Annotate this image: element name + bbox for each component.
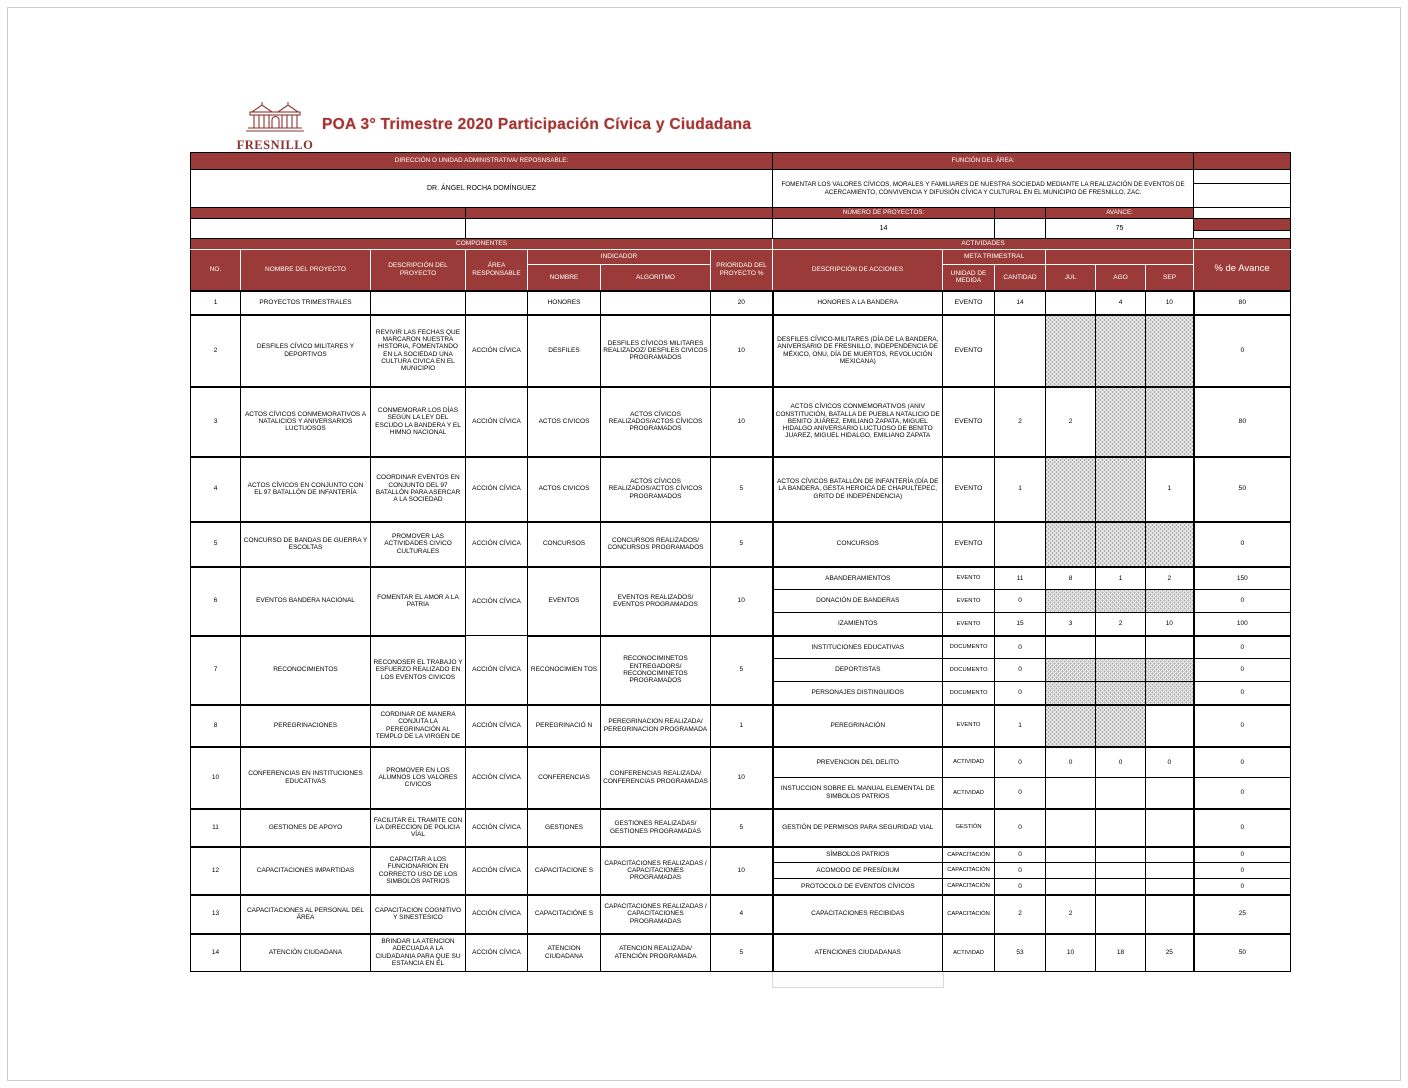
direccion-label: DIRECCIÓN O UNIDAD ADMINISTRATIVA/ REPOSNSABLE: (191, 153, 773, 170)
cell-avance: 0 (1194, 809, 1291, 847)
cell-avance: 0 (1194, 778, 1291, 809)
cell-priority: 5 (711, 809, 773, 847)
cell-project-name: PEREGRINACIONES (241, 705, 371, 747)
value-spacer-3 (995, 219, 1046, 239)
cell-month-ago (1096, 847, 1146, 863)
col-unidad-medida: UNIDAD DE MEDIDA (943, 265, 995, 291)
cell-algorithm: EVENTOS REALIZADOS/ EVENTOS PROGRAMADOS (601, 567, 711, 636)
cell-project-name: EVENTOS BANDERA NACIONAL (241, 567, 371, 636)
cell-month-jul: 3 (1046, 613, 1096, 636)
cell-unit: ACTIVIDAD (943, 778, 995, 809)
cell-unit: CAPACITACIÓN (943, 895, 995, 934)
cell-month-sep (1146, 863, 1194, 879)
cell-project-desc: CAPACITACION COGNITIVO Y SINESTESICO (371, 895, 466, 934)
cell-unit: EVENTO (943, 705, 995, 747)
table-row (191, 636, 1291, 659)
cell-cantidad: 14 (995, 291, 1046, 315)
cell-unit: DOCUMENTO (943, 682, 995, 705)
cell-action-desc: CONCURSOS (773, 522, 943, 567)
actividades-band: ACTIVIDADES (773, 239, 1194, 250)
cell-month-sep (1146, 895, 1194, 934)
cell-avance: 0 (1194, 705, 1291, 747)
cell-project-name: CONFERENCIAS EN INSTITUCIONES EDUCATIVAS (241, 747, 371, 809)
num-proyectos-value: 14 (773, 219, 995, 239)
cell-month-ago (1096, 387, 1146, 457)
cell-month-jul (1046, 879, 1096, 895)
col-indicador: INDICADOR (528, 250, 711, 265)
cell-no: 12 (191, 847, 241, 895)
cell-unit: GESTIÓN (943, 809, 995, 847)
cell-action-desc: DONACIÓN DE BANDERAS (773, 590, 943, 613)
cell-avance: 0 (1194, 590, 1291, 613)
cell-month-ago (1096, 809, 1146, 847)
cell-priority: 5 (711, 522, 773, 567)
cell-project-name: ACTOS CÍVICOS EN CONJUNTO CON EL 97 BATALLÓN DE INFANTERÍA (241, 457, 371, 522)
cell-unit: CAPACITACIÓN (943, 879, 995, 895)
cell-no: 8 (191, 705, 241, 747)
cell-avance: 50 (1194, 457, 1291, 522)
componentes-band: COMPONENTES (191, 239, 773, 250)
cell-algorithm: PEREGRINACION REALIZADA/ PEREGRINACION PROGRAMADA (601, 705, 711, 747)
cell-unit: EVENTO (943, 315, 995, 387)
cell-area: ACCIÓN CÍVICA (466, 809, 528, 847)
edge-cell-top (1194, 153, 1291, 170)
cell-indicator-name: HONORES (528, 291, 601, 315)
cell-action-desc: ABANDERAMIENTOS (773, 567, 943, 590)
cell-no: 14 (191, 934, 241, 972)
cell-month-jul (1046, 522, 1096, 567)
cell-no: 3 (191, 387, 241, 457)
cell-cantidad (995, 522, 1046, 567)
cell-algorithm: CONFERENCIAS REALIZADA/ CONFERENCIAS PROGRAMADAS (601, 747, 711, 809)
cell-unit: EVENTO (943, 590, 995, 613)
cell-month-jul: 8 (1046, 567, 1096, 590)
cell-cantidad: 0 (995, 659, 1046, 682)
cell-month-jul (1046, 457, 1096, 522)
num-proyectos-label: NÚMERO DE PROYECTOS: (773, 208, 995, 219)
table-body (191, 291, 1291, 972)
cell-month-jul: 10 (1046, 934, 1096, 972)
cell-avance: 0 (1194, 847, 1291, 863)
col-meta-trimestral: META TRIMESTRAL (943, 250, 1046, 265)
table-row (191, 387, 1291, 457)
cell-no: 7 (191, 636, 241, 705)
cell-no: 1 (191, 291, 241, 315)
cell-month-sep (1146, 636, 1194, 659)
cell-indicator-name: GESTIONES (528, 809, 601, 847)
col-months-spacer (1046, 250, 1194, 265)
cell-priority: 5 (711, 934, 773, 972)
cell-month-sep (1146, 522, 1194, 567)
cell-algorithm: RECONOCIMINETOS ENTREGADORS/ RECONOCIMINETOS PROGRAMADOS (601, 636, 711, 705)
cell-priority: 10 (711, 747, 773, 809)
band-spacer-1 (191, 208, 466, 219)
cell-indicator-name: ACTOS CIVICOS (528, 457, 601, 522)
cell-no: 13 (191, 895, 241, 934)
cell-no: 10 (191, 747, 241, 809)
cell-algorithm: ATENCION REALIZADA/ ATENCIÓN PROGRAMADA (601, 934, 711, 972)
table-row (191, 567, 1291, 590)
cell-project-desc: FOMENTAR EL AMOR A LA PATRIA (371, 567, 466, 636)
cell-area: ACCIÓN CÍVICA (466, 522, 528, 567)
edge-cell-white (1194, 208, 1291, 219)
edge-cell-split (1194, 170, 1291, 208)
cell-action-desc: INSTITUCIONES EDUCATIVAS (773, 636, 943, 659)
cell-priority: 10 (711, 847, 773, 895)
cell-action-desc: ACOMODO DE PRESÍDIUM (773, 863, 943, 879)
direccion-value: DR. ÁNGEL ROCHA DOMÍNGUEZ (191, 170, 773, 208)
cell-project-desc: BRINDAR LA ATENCION ADECUADA A LA CIUDADANIA PARA QUE SU ESTANCIA EN EL (371, 934, 466, 972)
table-row (191, 457, 1291, 522)
cell-action-desc: CAPACITACIONES RECIBIDAS (773, 895, 943, 934)
cell-cantidad (995, 315, 1046, 387)
cell-action-desc: PERSONAJES DISTINGUIDOS (773, 682, 943, 705)
cell-month-sep (1146, 847, 1194, 863)
cell-cantidad: 0 (995, 863, 1046, 879)
cell-cantidad: 0 (995, 747, 1046, 778)
cell-month-jul (1046, 315, 1096, 387)
cell-avance: 0 (1194, 863, 1291, 879)
cell-month-sep (1146, 705, 1194, 747)
cell-area (466, 291, 528, 315)
cell-month-sep (1146, 879, 1194, 895)
cell-project-desc: FACILITAR EL TRAMITE CON LA DIRECCION DE POLICIA VÍAL (371, 809, 466, 847)
cell-unit: EVENTO (943, 522, 995, 567)
cell-cantidad: 53 (995, 934, 1046, 972)
cell-no: 6 (191, 567, 241, 636)
cell-area: ACCIÓN CÍVICA (466, 705, 528, 747)
cell-cantidad: 11 (995, 567, 1046, 590)
cell-avance: 0 (1194, 636, 1291, 659)
cell-month-sep (1146, 809, 1194, 847)
cell-month-sep: 10 (1146, 291, 1194, 315)
cell-cantidad: 0 (995, 847, 1046, 863)
cell-unit: DOCUMENTO (943, 636, 995, 659)
cell-algorithm: CAPACITACIONES REALIZADAS / CAPACITACIONES PROGRAMADAS (601, 847, 711, 895)
cell-project-desc: CAPACITAR A LOS FUNCIONARION EN CORRECTO USO DE LOS SIMBOLOS PATRIOS (371, 847, 466, 895)
cell-algorithm: GESTIONES REALIZADAS/ GESTIONES PROGRAMADAS (601, 809, 711, 847)
col-avance: % de Avance (1194, 250, 1291, 291)
cell-unit: EVENTO (943, 567, 995, 590)
cell-month-sep (1146, 315, 1194, 387)
cell-indicator-name: RECONOCIMIEN TOS (528, 636, 601, 705)
cell-cantidad: 1 (995, 705, 1046, 747)
table-row (191, 895, 1291, 934)
col-no: NO. (191, 250, 241, 291)
cell-unit: ACTIVIDAD (943, 934, 995, 972)
cell-priority: 20 (711, 291, 773, 315)
cell-avance: 100 (1194, 613, 1291, 636)
col-area-responsable: ÁREA RESPONSABLE (466, 250, 528, 291)
cell-cantidad: 0 (995, 590, 1046, 613)
cell-area: ACCIÓN CÍVICA (466, 895, 528, 934)
cell-area: ACCIÓN CÍVICA (466, 747, 528, 809)
cell-cantidad: 15 (995, 613, 1046, 636)
cell-algorithm: DESFILES CÍVICOS MILITARES REALIZADOZ/ DESFILES CIVICOS PROGRAMADOS (601, 315, 711, 387)
cell-month-ago (1096, 659, 1146, 682)
cell-month-ago (1096, 590, 1146, 613)
table-header (191, 153, 1291, 291)
col-sep: SEP (1146, 265, 1194, 291)
cell-area: ACCIÓN CÍVICA (466, 847, 528, 895)
cell-unit: EVENTO (943, 457, 995, 522)
cell-month-sep: 1 (1146, 457, 1194, 522)
cell-project-name: PROYECTOS TRIMESTRALES (241, 291, 371, 315)
cell-month-jul (1046, 778, 1096, 809)
cell-action-desc: GESTIÓN DE PERMISOS PARA SEGURIDAD VIAL (773, 809, 943, 847)
cell-month-ago (1096, 682, 1146, 705)
cell-indicator-name: CONCURSOS (528, 522, 601, 567)
cell-action-desc: ATENCIONES CIUDADANAS (773, 934, 943, 972)
cell-project-name: CAPACITACIONES AL PERSONAL DEL ÁREA (241, 895, 371, 934)
cell-area: ACCIÓN CÍVICA (466, 315, 528, 387)
cell-action-desc: ACTOS CÍVICOS BATALLÓN DE INFANTERÍA (DÍA DE LA BANDERA, GESTA HEROICA DE CHAPULTEPEC, GRITO DE INDEPENDENCIA) (773, 457, 943, 522)
value-spacer-1 (191, 219, 466, 239)
cell-month-jul (1046, 847, 1096, 863)
cell-indicator-name: CAPACITACIÓNE S (528, 895, 601, 934)
cell-indicator-name: DESFILES (528, 315, 601, 387)
cell-cantidad: 0 (995, 682, 1046, 705)
cell-month-jul: 2 (1046, 387, 1096, 457)
cell-project-desc: REVIVIR LAS FECHAS QUE MARCARON NUESTRA HISTORIA, FOMENTANDO EN LA SOCIEDAD UNA CULTURA CIVICA EN EL MUNICIPIO (371, 315, 466, 387)
cell-project-name: DESFILES CÍVICO MILITARES Y DEPORTIVOS (241, 315, 371, 387)
cell-priority: 5 (711, 457, 773, 522)
cell-month-jul (1046, 705, 1096, 747)
avance-label: AVANCE: (1046, 208, 1194, 219)
col-descripcion-proyecto: DESCRIPCIÓN DEL PROYECTO (371, 250, 466, 291)
cell-area: ACCIÓN CÍVICA (466, 636, 528, 705)
cell-action-desc: PROTOCOLO DE EVENTOS CÍVICOS (773, 879, 943, 895)
cell-month-sep (1146, 590, 1194, 613)
cell-priority: 10 (711, 315, 773, 387)
poa-table (190, 152, 1291, 972)
cell-month-jul (1046, 682, 1096, 705)
cell-avance: 150 (1194, 567, 1291, 590)
cell-algorithm: CONCURSOS REALIZADOS/ CONCURSOS PROGRAMADOS (601, 522, 711, 567)
cell-priority: 10 (711, 387, 773, 457)
cell-month-sep: 2 (1146, 567, 1194, 590)
cell-algorithm (601, 291, 711, 315)
cell-no: 4 (191, 457, 241, 522)
cell-month-ago (1096, 636, 1146, 659)
cell-area: ACCIÓN CÍVICA (466, 387, 528, 457)
band-spacer-2 (466, 208, 773, 219)
cell-action-desc: SÍMBOLOS PATRIOS (773, 847, 943, 863)
cell-project-desc: CONMEMORAR LOS DÍAS SEGÚN LA LEY DEL ESCUDO LA BANDERA Y EL HIMNO NACIONAL (371, 387, 466, 457)
table-row (191, 747, 1291, 778)
cell-indicator-name: CONFERENCIAS (528, 747, 601, 809)
cell-avance: 0 (1194, 659, 1291, 682)
cell-algorithm: CAPACITACIONES REALIZADAS / CAPACITACIONES PROGRAMADAS (601, 895, 711, 934)
cell-algorithm: ACTOS CÍVICOS REALIZADOS/ACTOS CÍVICOS PROGRAMADOS (601, 457, 711, 522)
table-row (191, 809, 1291, 847)
funcion-label: FUNCIÓN DEL ÁREA: (773, 153, 1194, 170)
cell-month-sep (1146, 387, 1194, 457)
cell-month-ago: 0 (1096, 747, 1146, 778)
table-row (191, 847, 1291, 863)
funcion-value: FOMENTAR LOS VALORES CÍVICOS, MORALES Y FAMILIARES DE NUESTRA SOCIEDAD MEDIANTE LA REALIZACIÓN DE EVENTOS DE ACERCAMIENTO, CONVIVENCIA Y DIFUSIÓN CÍVICA Y CULTURAL EN EL MUNICIPIO DE FRESNILLO, ZAC. (773, 170, 1194, 208)
cell-avance: 0 (1194, 522, 1291, 567)
fresnillo-logo (236, 100, 314, 157)
cell-action-desc: PEREGRINACIÓN (773, 705, 943, 747)
cell-area: ACCIÓN CÍVICA (466, 567, 528, 636)
cell-unit: ACTIVIDAD (943, 747, 995, 778)
band-spacer-3 (995, 208, 1046, 219)
cell-project-name: CONCURSO DE BANDAS DE GUERRA Y ESCOLTAS (241, 522, 371, 567)
edge-cell-maroon (1194, 239, 1291, 250)
cell-area: ACCIÓN CÍVICA (466, 934, 528, 972)
cell-indicator-name: EVENTOS (528, 567, 601, 636)
cell-cantidad: 0 (995, 636, 1046, 659)
cell-month-jul (1046, 809, 1096, 847)
cell-indicator-name: PEREGRINACIÓ N (528, 705, 601, 747)
cell-no: 11 (191, 809, 241, 847)
cell-avance: 50 (1194, 934, 1291, 972)
cell-avance: 0 (1194, 682, 1291, 705)
cell-unit: CAPACITACIÓN (943, 847, 995, 863)
cell-priority: 1 (711, 705, 773, 747)
cell-area: ACCIÓN CÍVICA (466, 457, 528, 522)
cell-month-ago: 18 (1096, 934, 1146, 972)
cell-month-sep (1146, 778, 1194, 809)
cell-month-ago (1096, 457, 1146, 522)
cell-cantidad: 0 (995, 809, 1046, 847)
col-jul: JUL (1046, 265, 1096, 291)
cell-month-jul (1046, 659, 1096, 682)
fresnillo-logo-text: FRESNILLO (236, 138, 314, 152)
cell-project-desc: CORDINAR DE MANERA CONJUTA LA PEREGRINACIÓN AL TEMPLO DE LA VIRGEN DE (371, 705, 466, 747)
cell-month-sep (1146, 659, 1194, 682)
cell-unit: CAPACITACIÓN (943, 863, 995, 879)
cell-cantidad: 0 (995, 778, 1046, 809)
cell-action-desc: PREVENCION DEL DELITO (773, 747, 943, 778)
cell-avance: 0 (1194, 747, 1291, 778)
cell-month-ago (1096, 863, 1146, 879)
cell-indicator-name: ACTOS CIVICOS (528, 387, 601, 457)
cell-month-jul (1046, 590, 1096, 613)
col-ind-nombre: NOMBRE (528, 265, 601, 291)
cell-avance: 80 (1194, 291, 1291, 315)
cell-cantidad: 2 (995, 387, 1046, 457)
cell-avance: 0 (1194, 879, 1291, 895)
table-row (191, 291, 1291, 315)
cell-project-name: ACTOS CÍVICOS CONMEMORATIVOS A NATALICIOS Y ANIVERSARIOS LUCTUOSOS (241, 387, 371, 457)
cell-month-sep: 25 (1146, 934, 1194, 972)
cell-project-desc: PROMOVER EN LOS ALUMNOS LOS VALORES CIVICOS (371, 747, 466, 809)
cell-cantidad: 0 (995, 879, 1046, 895)
cell-month-ago: 1 (1096, 567, 1146, 590)
cell-action-desc: IZAMIENTOS (773, 613, 943, 636)
cell-project-desc: COORDINAR EVENTOS EN CONJUNTO DEL 97 BATALLÓN PARA ASERCAR A LA SOCIEDAD (371, 457, 466, 522)
cell-month-ago (1096, 315, 1146, 387)
cell-month-sep (1146, 682, 1194, 705)
fresnillo-building-icon (238, 100, 312, 134)
col-descripcion-acciones: DESCRIPCIÓN DE ACCIONES (773, 250, 943, 291)
col-algoritmo: ALGORITMO (601, 265, 711, 291)
cell-avance: 80 (1194, 387, 1291, 457)
cell-unit: EVENTO (943, 387, 995, 457)
cell-no: 5 (191, 522, 241, 567)
col-nombre-proyecto: NOMBRE DEL PROYECTO (241, 250, 371, 291)
cell-project-desc: PROMOVER LAS ACTIVIDADES CIVICO CULTURALES (371, 522, 466, 567)
cell-priority: 10 (711, 567, 773, 636)
edge-cell-split-2 (1194, 219, 1291, 239)
cell-project-name: RECONOCIMIENTOS (241, 636, 371, 705)
cell-priority: 5 (711, 636, 773, 705)
cell-action-desc: HONORES A LA BANDERA (773, 291, 943, 315)
cell-project-name: CAPACITACIONES IMPARTIDAS (241, 847, 371, 895)
cell-indicator-name: ATENCION CIUDADANA (528, 934, 601, 972)
cell-action-desc: DEPORTISTAS (773, 659, 943, 682)
cell-month-ago: 2 (1096, 613, 1146, 636)
overflow-cell-shadow (772, 972, 944, 988)
cell-month-jul (1046, 863, 1096, 879)
value-spacer-2 (466, 219, 773, 239)
cell-action-desc: INSTUCCION SOBRE EL MANUAL ELEMENTAL DE SIMBOLOS PATRIOS (773, 778, 943, 809)
cell-month-ago (1096, 705, 1146, 747)
cell-month-jul (1046, 636, 1096, 659)
cell-algorithm: ACTOS CÍVICOS REALIZADOS/ACTOS CÍVICOS PROGRAMADOS (601, 387, 711, 457)
page-title: POA 3° Trimestre 2020 Participación Cívica y Ciudadana (322, 116, 752, 133)
cell-cantidad: 2 (995, 895, 1046, 934)
col-cantidad: CANTIDAD (995, 265, 1046, 291)
cell-month-jul: 2 (1046, 895, 1096, 934)
cell-project-desc: RECONOSER EL TRABAJO Y ESFUERZO REALIZADO EN LOS EVENTOS CIVICOS (371, 636, 466, 705)
cell-month-sep: 10 (1146, 613, 1194, 636)
cell-unit: EVENTO (943, 291, 995, 315)
cell-project-name: ATENCIÓN CIUDADANA (241, 934, 371, 972)
cell-project-name: GESTIONES DE APOYO (241, 809, 371, 847)
cell-month-jul: 0 (1046, 747, 1096, 778)
table-row (191, 934, 1291, 972)
cell-month-ago (1096, 778, 1146, 809)
col-prioridad: PRIORIDAD DEL PROYECTO % (711, 250, 773, 291)
cell-project-desc (371, 291, 466, 315)
avance-value: 75 (1046, 219, 1194, 239)
cell-month-ago: 4 (1096, 291, 1146, 315)
cell-action-desc: ACTOS CÍVICOS CONMEMORATIVOS (ANIV CONSTITUCIÓN, BATALLA DE PUEBLA NATALICIO DE BENITO JUÁREZ, EMILIANO ZAPATA, MIGUEL HIDALGO ANIVERSARIO LUCTUOSO DE BENITO JUAREZ, MIGUEL HIDALGO, EMILIANO ZAPATA (773, 387, 943, 457)
cell-indicator-name: CAPACITACIONE S (528, 847, 601, 895)
table-row (191, 522, 1291, 567)
cell-action-desc: DESFILES CÍVICO-MILITARES (DÍA DE LA BANDERA, ANIVERSARIO DE FRESNILLO, INDEPENDENCIA DE MÉXICO, ONU, DÍA DE MUERTOS, REVOLUCIÓN MEXICANA) (773, 315, 943, 387)
cell-unit: EVENTO (943, 613, 995, 636)
cell-month-ago (1096, 879, 1146, 895)
cell-avance: 0 (1194, 315, 1291, 387)
cell-unit: DOCUMENTO (943, 659, 995, 682)
col-ago: AGO (1096, 265, 1146, 291)
table-row (191, 705, 1291, 747)
cell-no: 2 (191, 315, 241, 387)
cell-month-sep: 0 (1146, 747, 1194, 778)
cell-avance: 25 (1194, 895, 1291, 934)
cell-month-ago (1096, 522, 1146, 567)
cell-month-ago (1096, 895, 1146, 934)
cell-priority: 4 (711, 895, 773, 934)
cell-cantidad: 1 (995, 457, 1046, 522)
table-row (191, 315, 1291, 387)
cell-month-jul (1046, 291, 1096, 315)
